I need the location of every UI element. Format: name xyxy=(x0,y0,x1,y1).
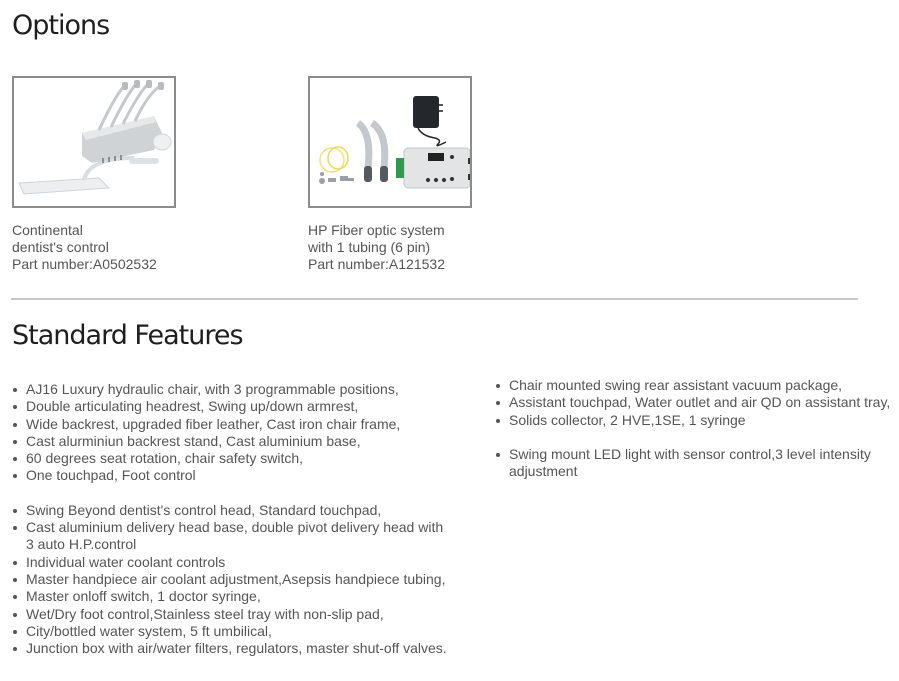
features-list-left xyxy=(12,381,462,657)
feature-item: Swing mount LED light with sensor control,3 level intensity adjustment xyxy=(495,446,879,481)
feature-item: Master handpiece air coolant adjustment,Asepsis handpiece tubing, xyxy=(12,571,462,588)
feature-item: One touchpad, Foot control xyxy=(12,467,462,484)
standard-features-heading xyxy=(12,322,245,349)
options-heading-text: Options xyxy=(12,10,110,41)
features-list-right xyxy=(495,377,895,480)
option-card-fiber-optic xyxy=(308,76,472,273)
option-card-dentist-control xyxy=(12,76,176,273)
feature-item: Wide backrest, upgraded fiber leather, Cast iron chair frame, xyxy=(12,416,462,433)
feature-item: Solids collector, 2 HVE,1SE, 1 syringe xyxy=(495,412,895,429)
feature-item: Chair mounted swing rear assistant vacuum package, xyxy=(495,377,895,394)
feature-item: Assistant touchpad, Water outlet and air QD on assistant tray, xyxy=(495,394,895,411)
feature-item: Wet/Dry foot control,Stainless steel tray with non-slip pad, xyxy=(12,606,462,623)
option-caption xyxy=(12,222,176,273)
feature-item: Cast alurminiun backrest stand, Cast aluminium base, xyxy=(12,433,462,450)
feature-item: Individual water coolant controls xyxy=(12,554,462,571)
option-part-number: Part number:A121532 xyxy=(308,256,445,272)
dentist-control-unit-image xyxy=(12,76,176,208)
standard-features-heading-text: Standard Features xyxy=(12,320,243,351)
feature-item: Cast aluminium delivery head base, double pivot delivery head with 3 auto H.P.control xyxy=(12,519,446,554)
option-name-line-2: dentist's control xyxy=(12,239,109,255)
option-name-line-2: with 1 tubing (6 pin) xyxy=(308,239,431,255)
fiber-optic-system-image xyxy=(308,76,472,208)
feature-item: City/bottled water system, 5 ft umbilical, xyxy=(12,623,462,640)
section-divider xyxy=(11,298,858,300)
option-name-line-1: Continental xyxy=(12,222,83,238)
feature-item: Double articulating headrest, Swing up/down armrest, xyxy=(12,398,462,415)
options-heading xyxy=(12,12,111,39)
feature-item: Swing Beyond dentist's control head, Standard touchpad, xyxy=(12,502,462,519)
option-name-line-1: HP Fiber optic system xyxy=(308,222,445,238)
option-caption xyxy=(308,222,472,273)
feature-item: 60 degrees seat rotation, chair safety switch, xyxy=(12,450,462,467)
option-part-number: Part number:A0502532 xyxy=(12,256,157,272)
feature-item: Master onloff switch, 1 doctor syringe, xyxy=(12,588,462,605)
feature-item: Junction box with air/water filters, regulators, master shut-off valves. xyxy=(12,640,462,657)
feature-item: AJ16 Luxury hydraulic chair, with 3 programmable positions, xyxy=(12,381,462,398)
